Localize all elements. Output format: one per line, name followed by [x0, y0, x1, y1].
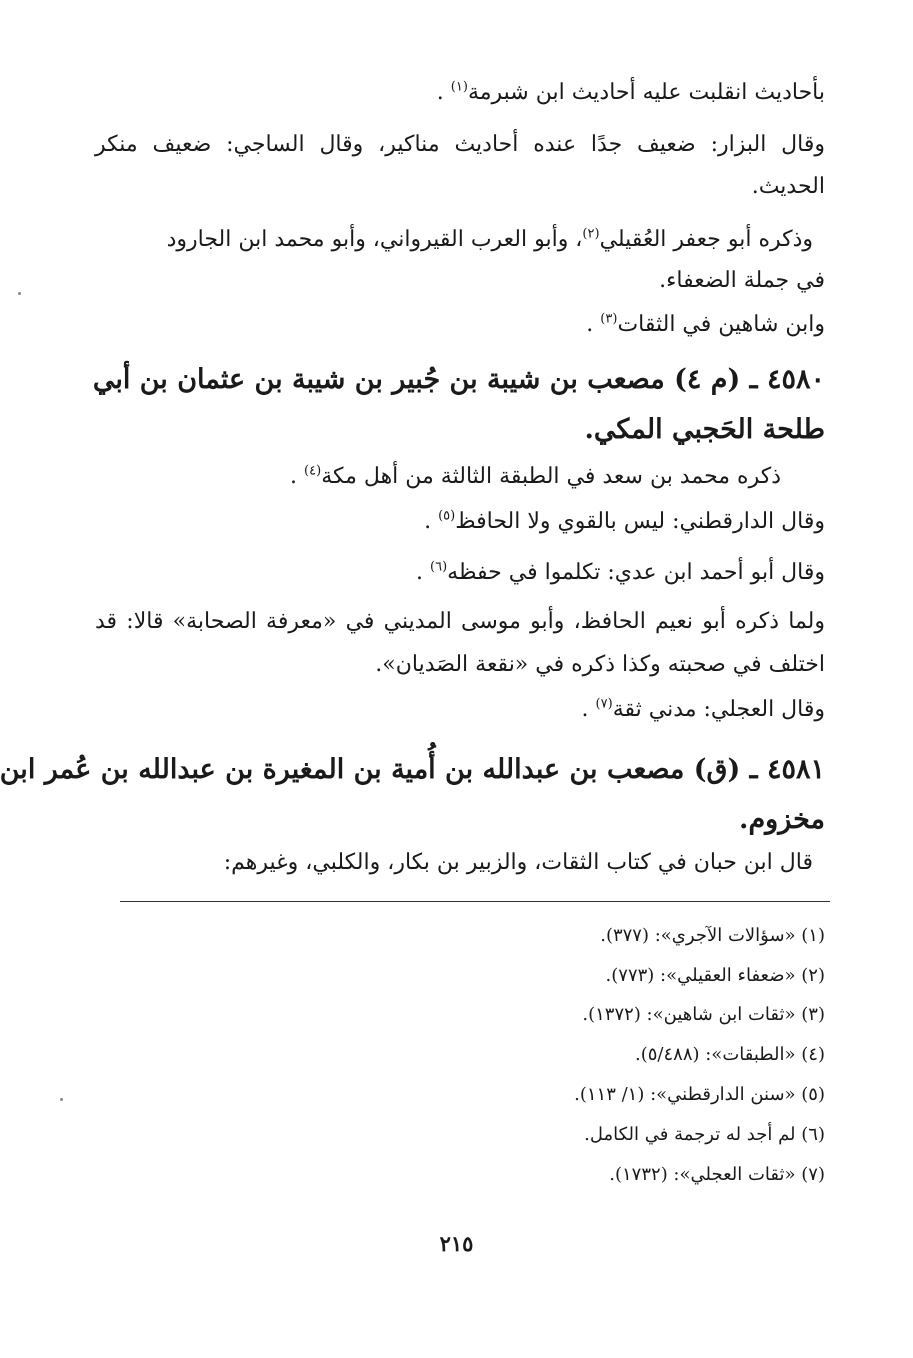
text-line: بأحاديث انقلبت عليه أحاديث ابن شبرمة$^{(١)}$ .	[436, 79, 825, 105]
footnote-marker: (٥)	[438, 508, 456, 524]
footnote: (٢) «ضعفاء العقيلي»: (٧٧٣).	[605, 965, 825, 986]
text-line: وقال أبو أحمد ابن عدي: تكلموا في حفظه$^{(٦)}$ .	[416, 559, 825, 585]
entry-heading: مخزوم.	[739, 804, 825, 835]
footnote: (٣) «ثقات ابن شاهين»: (١٣٧٢).	[582, 1004, 825, 1025]
text-line: وذكره أبو جعفر العُقيلي$^{(٢)}$، وأبو العرب القيرواني، وأبو محمد ابن الجارود	[166, 226, 813, 252]
footnote-separator	[120, 901, 830, 902]
footnote-marker: (٢)	[582, 226, 600, 242]
footnote: (١) «سؤالات الآجري»: (٣٧٧).	[600, 925, 825, 946]
entry-heading: طلحة الحَجبي المكي.	[584, 414, 825, 445]
text-line: وقال العجلي: مدني ثقة$^{(٧)}$ .	[581, 696, 825, 722]
scan-speck	[60, 1098, 63, 1101]
page-number: ٢١٥	[439, 1231, 474, 1256]
text-line: ذكره محمد بن سعد في الطبقة الثالثة من أهل مكة$^{(٤)}$ .	[290, 463, 781, 489]
text-line: اختلف في صحبته وكذا ذكره في «نقعة الصَديان».	[375, 652, 825, 677]
text-line: الحديث.	[751, 174, 825, 199]
footnote: (٦) لم أجد له ترجمة في الكامل.	[584, 1124, 825, 1145]
text-line: وقال الدارقطني: ليس بالقوي ولا الحافظ$^{(٥)}$ .	[424, 508, 825, 534]
footnote-marker: (٧)	[595, 696, 613, 712]
footnote-marker: (٣)	[600, 311, 618, 327]
text-line: ولما ذكره أبو نعيم الحافظ، وأبو موسى المديني في «معرفة الصحابة» قالا: قد	[95, 609, 825, 634]
text-line: وابن شاهين في الثقات$^{(٣)}$ .	[586, 311, 825, 337]
footnote: (٥) «سنن الدارقطني»: (١/ ١١٣).	[574, 1084, 825, 1105]
footnote-marker: (٦)	[430, 559, 448, 575]
scan-speck	[18, 292, 21, 295]
entry-heading: ٤٥٨١ ـ (ق) مصعب بن عبدالله بن أُمية بن المغيرة بن عبدالله بن عُمر ابن	[0, 754, 825, 785]
footnote: (٤) «الطبقات»: (٥/٤٨٨).	[635, 1044, 825, 1065]
text-line: في جملة الضعفاء.	[659, 268, 825, 293]
footnote: (٧) «ثقات العجلي»: (١٧٣٢).	[609, 1164, 825, 1185]
footnote-marker: (١)	[450, 79, 468, 95]
text-line: قال ابن حبان في كتاب الثقات، والزبير بن بكار، والكلبي، وغيرهم:	[223, 850, 813, 875]
footnote-marker: (٤)	[304, 463, 322, 479]
text-line: وقال البزار: ضعيف جدًا عنده أحاديث مناكير، وقال الساجي: ضعيف منكر	[95, 132, 825, 157]
entry-heading: ٤٥٨٠ ـ (م ٤) مصعب بن شيبة بن جُبير بن شيبة بن عثمان بن أبي	[92, 364, 825, 395]
